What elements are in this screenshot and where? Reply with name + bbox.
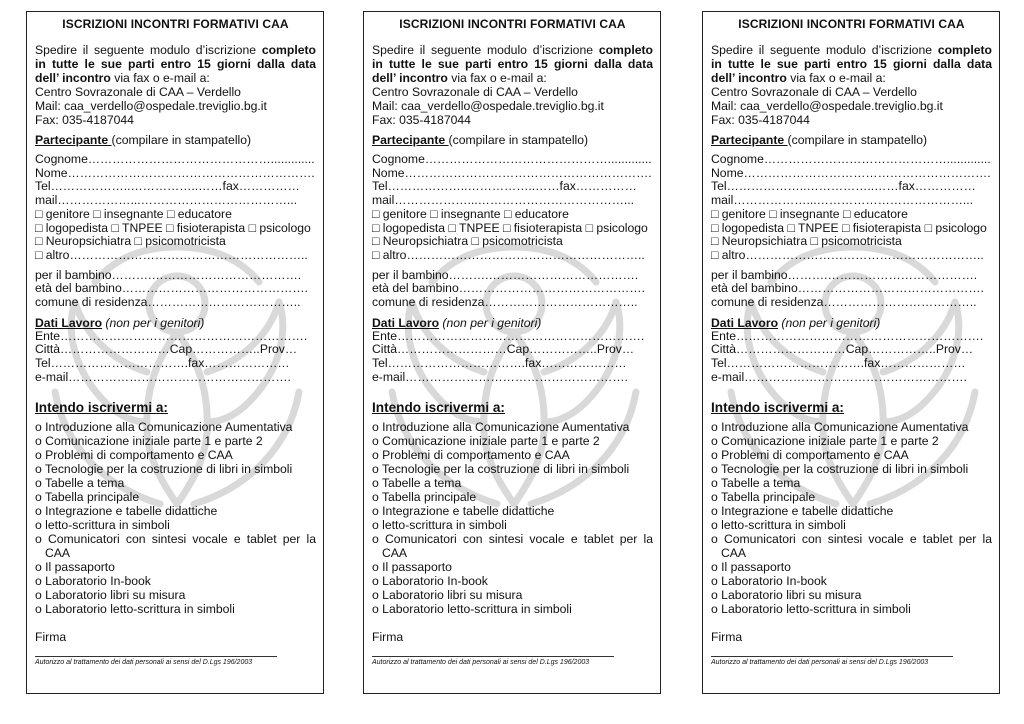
course-option[interactable] bbox=[35, 476, 316, 490]
option-label: Tecnologie per la costruzione di libri in simboli bbox=[720, 461, 969, 476]
option-label: Tabelle a tema bbox=[381, 475, 462, 490]
field-bambino[interactable]: per il bambino……….………………………………. bbox=[372, 268, 639, 282]
option-label: Comunicazione iniziale parte 1 e parte 2 bbox=[45, 433, 263, 448]
intendo-heading: Intendo iscrivermi a: bbox=[711, 399, 844, 415]
option-label: Tabelle a tema bbox=[44, 475, 125, 490]
address-block bbox=[35, 85, 316, 127]
privacy-footer: Autorizzo al trattamento dei dati personali ai sensi del D.Lgs 196/2003 bbox=[711, 658, 929, 666]
role-checkboxes-3[interactable]: □ Neuropsichiatra □ psicomotricista bbox=[372, 235, 563, 249]
course-option[interactable] bbox=[711, 448, 992, 462]
option-circle-icon[interactable]: o bbox=[711, 489, 718, 504]
course-option[interactable] bbox=[35, 490, 316, 504]
option-label: Laboratorio In-book bbox=[721, 573, 827, 588]
field-tel-fax[interactable]: Tel………………..……………..……fax…………… bbox=[35, 180, 300, 194]
course-option[interactable] bbox=[35, 574, 316, 588]
field-altro[interactable]: □ altro………………………………………………….. bbox=[35, 248, 308, 262]
address-line: Fax: 035-4187044 bbox=[372, 113, 471, 127]
option-label: Problemi di comportamento e CAA bbox=[45, 447, 233, 462]
role-checkboxes-3[interactable]: □ Neuropsichiatra □ psicomotricista bbox=[35, 235, 226, 249]
option-label: Tabella principale bbox=[381, 489, 477, 504]
option-circle-icon[interactable]: o bbox=[372, 517, 379, 532]
privacy-footer: Autorizzo al trattamento dei dati personali ai sensi del D.Lgs 196/2003 bbox=[372, 658, 590, 666]
field-comune[interactable]: comune di residenza……………………………….. bbox=[372, 296, 638, 310]
option-label: Il passaporto bbox=[721, 559, 791, 574]
course-option[interactable] bbox=[35, 532, 316, 560]
participant-fields[interactable] bbox=[711, 153, 992, 263]
option-circle-icon[interactable]: o bbox=[711, 559, 718, 574]
address-line: Mail: caa_verdello@ospedale.treviglio.bg.it bbox=[372, 99, 604, 113]
field-comune[interactable]: comune di residenza……………………………….. bbox=[35, 296, 301, 310]
course-options[interactable] bbox=[711, 420, 992, 616]
option-label: Comunicatori con sintesi vocale e tablet per la CAA bbox=[721, 531, 992, 560]
partecipante-heading: Partecipante (compilare in stampatello) bbox=[711, 133, 928, 147]
field-cognome[interactable]: Cognome………………………………………............. bbox=[35, 153, 315, 166]
option-label: Comunicazione iniziale parte 1 e parte 2 bbox=[382, 433, 600, 448]
role-checkboxes-1[interactable]: □ genitore □ insegnante □ educatore bbox=[372, 207, 569, 221]
field-work-email[interactable]: e-mail………………………………………………. bbox=[372, 370, 628, 384]
course-options[interactable] bbox=[372, 420, 653, 616]
lavoro-heading: Dati Lavoro (non per i genitori) bbox=[35, 315, 205, 330]
option-circle-icon[interactable]: o bbox=[711, 573, 718, 588]
field-bambino[interactable]: per il bambino……….………………………………. bbox=[711, 268, 978, 282]
child-fields[interactable] bbox=[35, 269, 316, 310]
firma-label: Firma bbox=[372, 629, 404, 644]
option-circle-icon[interactable]: o bbox=[35, 531, 42, 546]
option-circle-icon[interactable]: o bbox=[711, 433, 718, 448]
option-label: Laboratorio In-book bbox=[382, 573, 488, 588]
option-label: Laboratorio libri su misura bbox=[45, 587, 186, 602]
option-circle-icon[interactable]: o bbox=[35, 419, 42, 434]
child-fields[interactable] bbox=[711, 269, 992, 310]
intro-text: Spedire il seguente modulo d’iscrizione completo in tutte le sue parti entro 15 giorni dalla data dell’ incontro via fax o e-mail a: bbox=[372, 43, 653, 85]
course-option[interactable] bbox=[711, 518, 992, 532]
option-circle-icon[interactable]: o bbox=[372, 447, 379, 462]
field-nome[interactable]: Nome……………………………………………………. bbox=[35, 166, 315, 180]
field-comune[interactable]: comune di residenza……………………………….. bbox=[711, 296, 977, 310]
course-option[interactable] bbox=[35, 420, 316, 434]
course-option[interactable] bbox=[35, 588, 316, 602]
participant-fields[interactable] bbox=[35, 153, 316, 263]
form-title: ISCRIZIONI INCONTRI FORMATIVI CAA bbox=[399, 17, 626, 31]
course-option[interactable] bbox=[372, 532, 653, 560]
course-option[interactable] bbox=[35, 434, 316, 448]
option-circle-icon[interactable]: o bbox=[372, 461, 379, 476]
course-option[interactable] bbox=[35, 560, 316, 574]
option-label: Laboratorio libri su misura bbox=[382, 587, 523, 602]
option-circle-icon[interactable]: o bbox=[711, 587, 718, 602]
option-label: Integrazione e tabelle didattiche bbox=[45, 503, 218, 518]
field-altro[interactable]: □ altro………………………………………………….. bbox=[711, 248, 984, 262]
participant-fields[interactable] bbox=[372, 153, 653, 263]
registration-form-left bbox=[26, 11, 324, 694]
field-tel-fax[interactable]: Tel………………..……………..……fax…………… bbox=[372, 180, 637, 194]
signature-line[interactable] bbox=[372, 656, 614, 657]
address-block bbox=[711, 85, 992, 127]
course-option[interactable] bbox=[711, 420, 992, 434]
course-option[interactable] bbox=[711, 602, 992, 616]
address-line: Centro Sovrazonale di CAA – Verdello bbox=[35, 85, 241, 99]
lavoro-heading: Dati Lavoro (non per i genitori) bbox=[711, 315, 881, 330]
option-circle-icon[interactable]: o bbox=[372, 433, 379, 448]
course-option[interactable] bbox=[711, 560, 992, 574]
firma-label: Firma bbox=[711, 629, 743, 644]
course-option[interactable] bbox=[372, 518, 653, 532]
intendo-heading: Intendo iscrivermi a: bbox=[372, 399, 505, 415]
address-line: Fax: 035-4187044 bbox=[711, 113, 810, 127]
option-circle-icon[interactable]: o bbox=[711, 531, 718, 546]
course-option[interactable] bbox=[372, 588, 653, 602]
field-work-email[interactable]: e-mail………………………………………………. bbox=[711, 370, 967, 384]
work-fields[interactable] bbox=[35, 330, 316, 385]
option-label: Integrazione e tabelle didattiche bbox=[382, 503, 555, 518]
option-circle-icon[interactable]: o bbox=[711, 601, 718, 616]
course-option[interactable] bbox=[35, 518, 316, 532]
intro-text: Spedire il seguente modulo d’iscrizione completo in tutte le sue parti entro 15 giorni dalla data dell’ incontro via fax o e-mail a: bbox=[711, 43, 992, 85]
course-option[interactable] bbox=[711, 588, 992, 602]
option-circle-icon[interactable]: o bbox=[372, 503, 379, 518]
field-work-tel-fax[interactable]: Tel…………………………….fax………………… bbox=[711, 357, 966, 371]
course-option[interactable] bbox=[711, 462, 992, 476]
role-checkboxes-1[interactable]: □ genitore □ insegnante □ educatore bbox=[35, 207, 232, 221]
firma-label: Firma bbox=[35, 629, 67, 644]
option-circle-icon[interactable]: o bbox=[372, 559, 379, 574]
option-circle-icon[interactable]: o bbox=[372, 489, 379, 504]
intro-text: Spedire il seguente modulo d’iscrizione completo in tutte le sue parti entro 15 giorni dalla data dell’ incontro via fax o e-mail a: bbox=[35, 43, 316, 85]
option-label: Laboratorio libri su misura bbox=[721, 587, 862, 602]
privacy-footer: Autorizzo al trattamento dei dati personali ai sensi del D.Lgs 196/2003 bbox=[35, 658, 253, 666]
option-label: Laboratorio letto-scrittura in simboli bbox=[45, 601, 235, 616]
option-circle-icon[interactable]: o bbox=[35, 587, 42, 602]
option-label: letto-scrittura in simboli bbox=[721, 517, 846, 532]
option-circle-icon[interactable]: o bbox=[372, 419, 379, 434]
field-citta-cap-prov[interactable]: Città………………………Cap……………..Prov… bbox=[372, 343, 635, 357]
field-bambino[interactable]: per il bambino……….………………………………. bbox=[35, 268, 302, 282]
course-option[interactable] bbox=[372, 560, 653, 574]
option-circle-icon[interactable]: o bbox=[35, 433, 42, 448]
partecipante-heading: Partecipante (compilare in stampatello) bbox=[35, 133, 252, 147]
option-label: Laboratorio letto-scrittura in simboli bbox=[721, 601, 911, 616]
registration-form-middle bbox=[363, 11, 661, 694]
option-label: Tecnologie per la costruzione di libri in simboli bbox=[44, 461, 293, 476]
field-ente[interactable]: Ente……………………………………………………. bbox=[35, 329, 308, 343]
course-option[interactable] bbox=[372, 420, 653, 434]
course-option[interactable] bbox=[711, 434, 992, 448]
signature-line[interactable] bbox=[35, 656, 277, 657]
course-options[interactable] bbox=[35, 420, 316, 616]
work-fields[interactable] bbox=[372, 330, 653, 385]
option-label: Tabella principale bbox=[720, 489, 816, 504]
option-label: Problemi di comportamento e CAA bbox=[721, 447, 909, 462]
option-label: Tabella principale bbox=[44, 489, 140, 504]
course-option[interactable] bbox=[35, 462, 316, 476]
child-fields[interactable] bbox=[372, 269, 653, 310]
field-nome[interactable]: Nome……………………………………………………. bbox=[372, 166, 652, 180]
option-circle-icon[interactable]: o bbox=[35, 503, 42, 518]
field-cognome[interactable]: Cognome………………………………………............. bbox=[711, 153, 991, 166]
option-label: Tabelle a tema bbox=[720, 475, 801, 490]
option-circle-icon[interactable]: o bbox=[35, 559, 42, 574]
field-ente[interactable]: Ente……………………………………………………. bbox=[711, 329, 984, 343]
address-line: Mail: caa_verdello@ospedale.treviglio.bg.it bbox=[35, 99, 267, 113]
address-line: Centro Sovrazonale di CAA – Verdello bbox=[711, 85, 917, 99]
address-line: Centro Sovrazonale di CAA – Verdello bbox=[372, 85, 578, 99]
field-mail[interactable]: mail………………...………………………………... bbox=[372, 194, 635, 208]
field-mail[interactable]: mail………………...………………………………... bbox=[711, 194, 974, 208]
option-circle-icon[interactable]: o bbox=[711, 503, 718, 518]
option-label: Comunicatori con sintesi vocale e tablet per la CAA bbox=[45, 531, 316, 560]
field-eta-bambino[interactable]: età del bambino………………………………………. bbox=[372, 282, 645, 296]
course-option[interactable] bbox=[711, 476, 992, 490]
option-label: Comunicatori con sintesi vocale e tablet per la CAA bbox=[382, 531, 653, 560]
role-checkboxes-3[interactable]: □ Neuropsichiatra □ psicomotricista bbox=[711, 235, 902, 249]
option-circle-icon[interactable]: o bbox=[372, 573, 379, 588]
option-circle-icon[interactable]: o bbox=[35, 573, 42, 588]
option-circle-icon[interactable]: o bbox=[35, 475, 42, 490]
option-circle-icon[interactable]: o bbox=[372, 475, 379, 490]
field-citta-cap-prov[interactable]: Città………………………Cap……………..Prov… bbox=[711, 343, 974, 357]
course-option[interactable] bbox=[711, 490, 992, 504]
address-block bbox=[372, 85, 653, 127]
course-option[interactable] bbox=[372, 574, 653, 588]
option-label: Tecnologie per la costruzione di libri in simboli bbox=[381, 461, 630, 476]
role-checkboxes-2[interactable]: □ logopedista □ TNPEE □ fisioterapista □ psicologo bbox=[711, 221, 987, 235]
address-line: Mail: caa_verdello@ospedale.treviglio.bg.it bbox=[711, 99, 943, 113]
course-option[interactable] bbox=[35, 448, 316, 462]
option-label: Il passaporto bbox=[382, 559, 452, 574]
field-eta-bambino[interactable]: età del bambino………………………………………. bbox=[35, 282, 308, 296]
option-label: Introduzione alla Comunicazione Aumentativa bbox=[45, 419, 293, 434]
intendo-heading: Intendo iscrivermi a: bbox=[35, 399, 168, 415]
role-checkboxes-1[interactable]: □ genitore □ insegnante □ educatore bbox=[711, 207, 908, 221]
field-cognome[interactable]: Cognome………………………………………............. bbox=[372, 153, 652, 166]
signature-line[interactable] bbox=[711, 656, 953, 657]
course-option[interactable] bbox=[35, 602, 316, 616]
role-checkboxes-2[interactable]: □ logopedista □ TNPEE □ fisioterapista □ psicologo bbox=[35, 221, 311, 235]
address-line: Fax: 035-4187044 bbox=[35, 113, 134, 127]
field-work-email[interactable]: e-mail………………………………………………. bbox=[35, 370, 291, 384]
role-checkboxes-2[interactable]: □ logopedista □ TNPEE □ fisioterapista □ psicologo bbox=[372, 221, 648, 235]
course-option[interactable] bbox=[711, 504, 992, 518]
option-circle-icon[interactable]: o bbox=[35, 517, 42, 532]
option-label: Introduzione alla Comunicazione Aumentativa bbox=[721, 419, 969, 434]
partecipante-heading: Partecipante (compilare in stampatello) bbox=[372, 133, 589, 147]
field-mail[interactable]: mail………………...………………………………... bbox=[35, 194, 298, 208]
option-circle-icon[interactable]: o bbox=[711, 419, 718, 434]
lavoro-heading: Dati Lavoro (non per i genitori) bbox=[372, 315, 542, 330]
work-fields[interactable] bbox=[711, 330, 992, 385]
option-label: Il passaporto bbox=[45, 559, 115, 574]
field-ente[interactable]: Ente……………………………………………………. bbox=[372, 329, 645, 343]
course-option[interactable] bbox=[35, 504, 316, 518]
option-circle-icon[interactable]: o bbox=[35, 601, 42, 616]
option-label: letto-scrittura in simboli bbox=[382, 517, 507, 532]
option-circle-icon[interactable]: o bbox=[711, 475, 718, 490]
option-label: Laboratorio In-book bbox=[45, 573, 151, 588]
course-option[interactable] bbox=[372, 462, 653, 476]
option-circle-icon[interactable]: o bbox=[372, 531, 379, 546]
option-circle-icon[interactable]: o bbox=[372, 601, 379, 616]
field-eta-bambino[interactable]: età del bambino………………………………………. bbox=[711, 282, 984, 296]
course-option[interactable] bbox=[372, 476, 653, 490]
course-option[interactable] bbox=[372, 434, 653, 448]
option-circle-icon[interactable]: o bbox=[711, 461, 718, 476]
option-label: letto-scrittura in simboli bbox=[45, 517, 170, 532]
course-option[interactable] bbox=[372, 448, 653, 462]
field-nome[interactable]: Nome……………………………………………………. bbox=[711, 166, 991, 180]
option-label: Introduzione alla Comunicazione Aumentativa bbox=[382, 419, 630, 434]
course-option[interactable] bbox=[711, 532, 992, 560]
course-option[interactable] bbox=[372, 504, 653, 518]
course-option[interactable] bbox=[372, 490, 653, 504]
option-circle-icon[interactable]: o bbox=[35, 489, 42, 504]
field-work-tel-fax[interactable]: Tel…………………………….fax………………… bbox=[35, 357, 290, 371]
registration-form-right bbox=[702, 11, 1000, 694]
option-label: Laboratorio letto-scrittura in simboli bbox=[382, 601, 572, 616]
option-label: Comunicazione iniziale parte 1 e parte 2 bbox=[721, 433, 939, 448]
option-label: Integrazione e tabelle didattiche bbox=[721, 503, 894, 518]
option-circle-icon[interactable]: o bbox=[711, 517, 718, 532]
form-title: ISCRIZIONI INCONTRI FORMATIVI CAA bbox=[738, 17, 965, 31]
field-work-tel-fax[interactable]: Tel…………………………….fax………………… bbox=[372, 357, 627, 371]
field-tel-fax[interactable]: Tel………………..……………..……fax…………… bbox=[711, 180, 976, 194]
option-circle-icon[interactable]: o bbox=[711, 447, 718, 462]
option-label: Problemi di comportamento e CAA bbox=[382, 447, 570, 462]
option-circle-icon[interactable]: o bbox=[372, 587, 379, 602]
course-option[interactable] bbox=[372, 602, 653, 616]
course-option[interactable] bbox=[711, 574, 992, 588]
option-circle-icon[interactable]: o bbox=[35, 461, 42, 476]
field-altro[interactable]: □ altro………………………………………………….. bbox=[372, 248, 645, 262]
form-title: ISCRIZIONI INCONTRI FORMATIVI CAA bbox=[62, 17, 289, 31]
field-citta-cap-prov[interactable]: Città………………………Cap……………..Prov… bbox=[35, 343, 298, 357]
option-circle-icon[interactable]: o bbox=[35, 447, 42, 462]
